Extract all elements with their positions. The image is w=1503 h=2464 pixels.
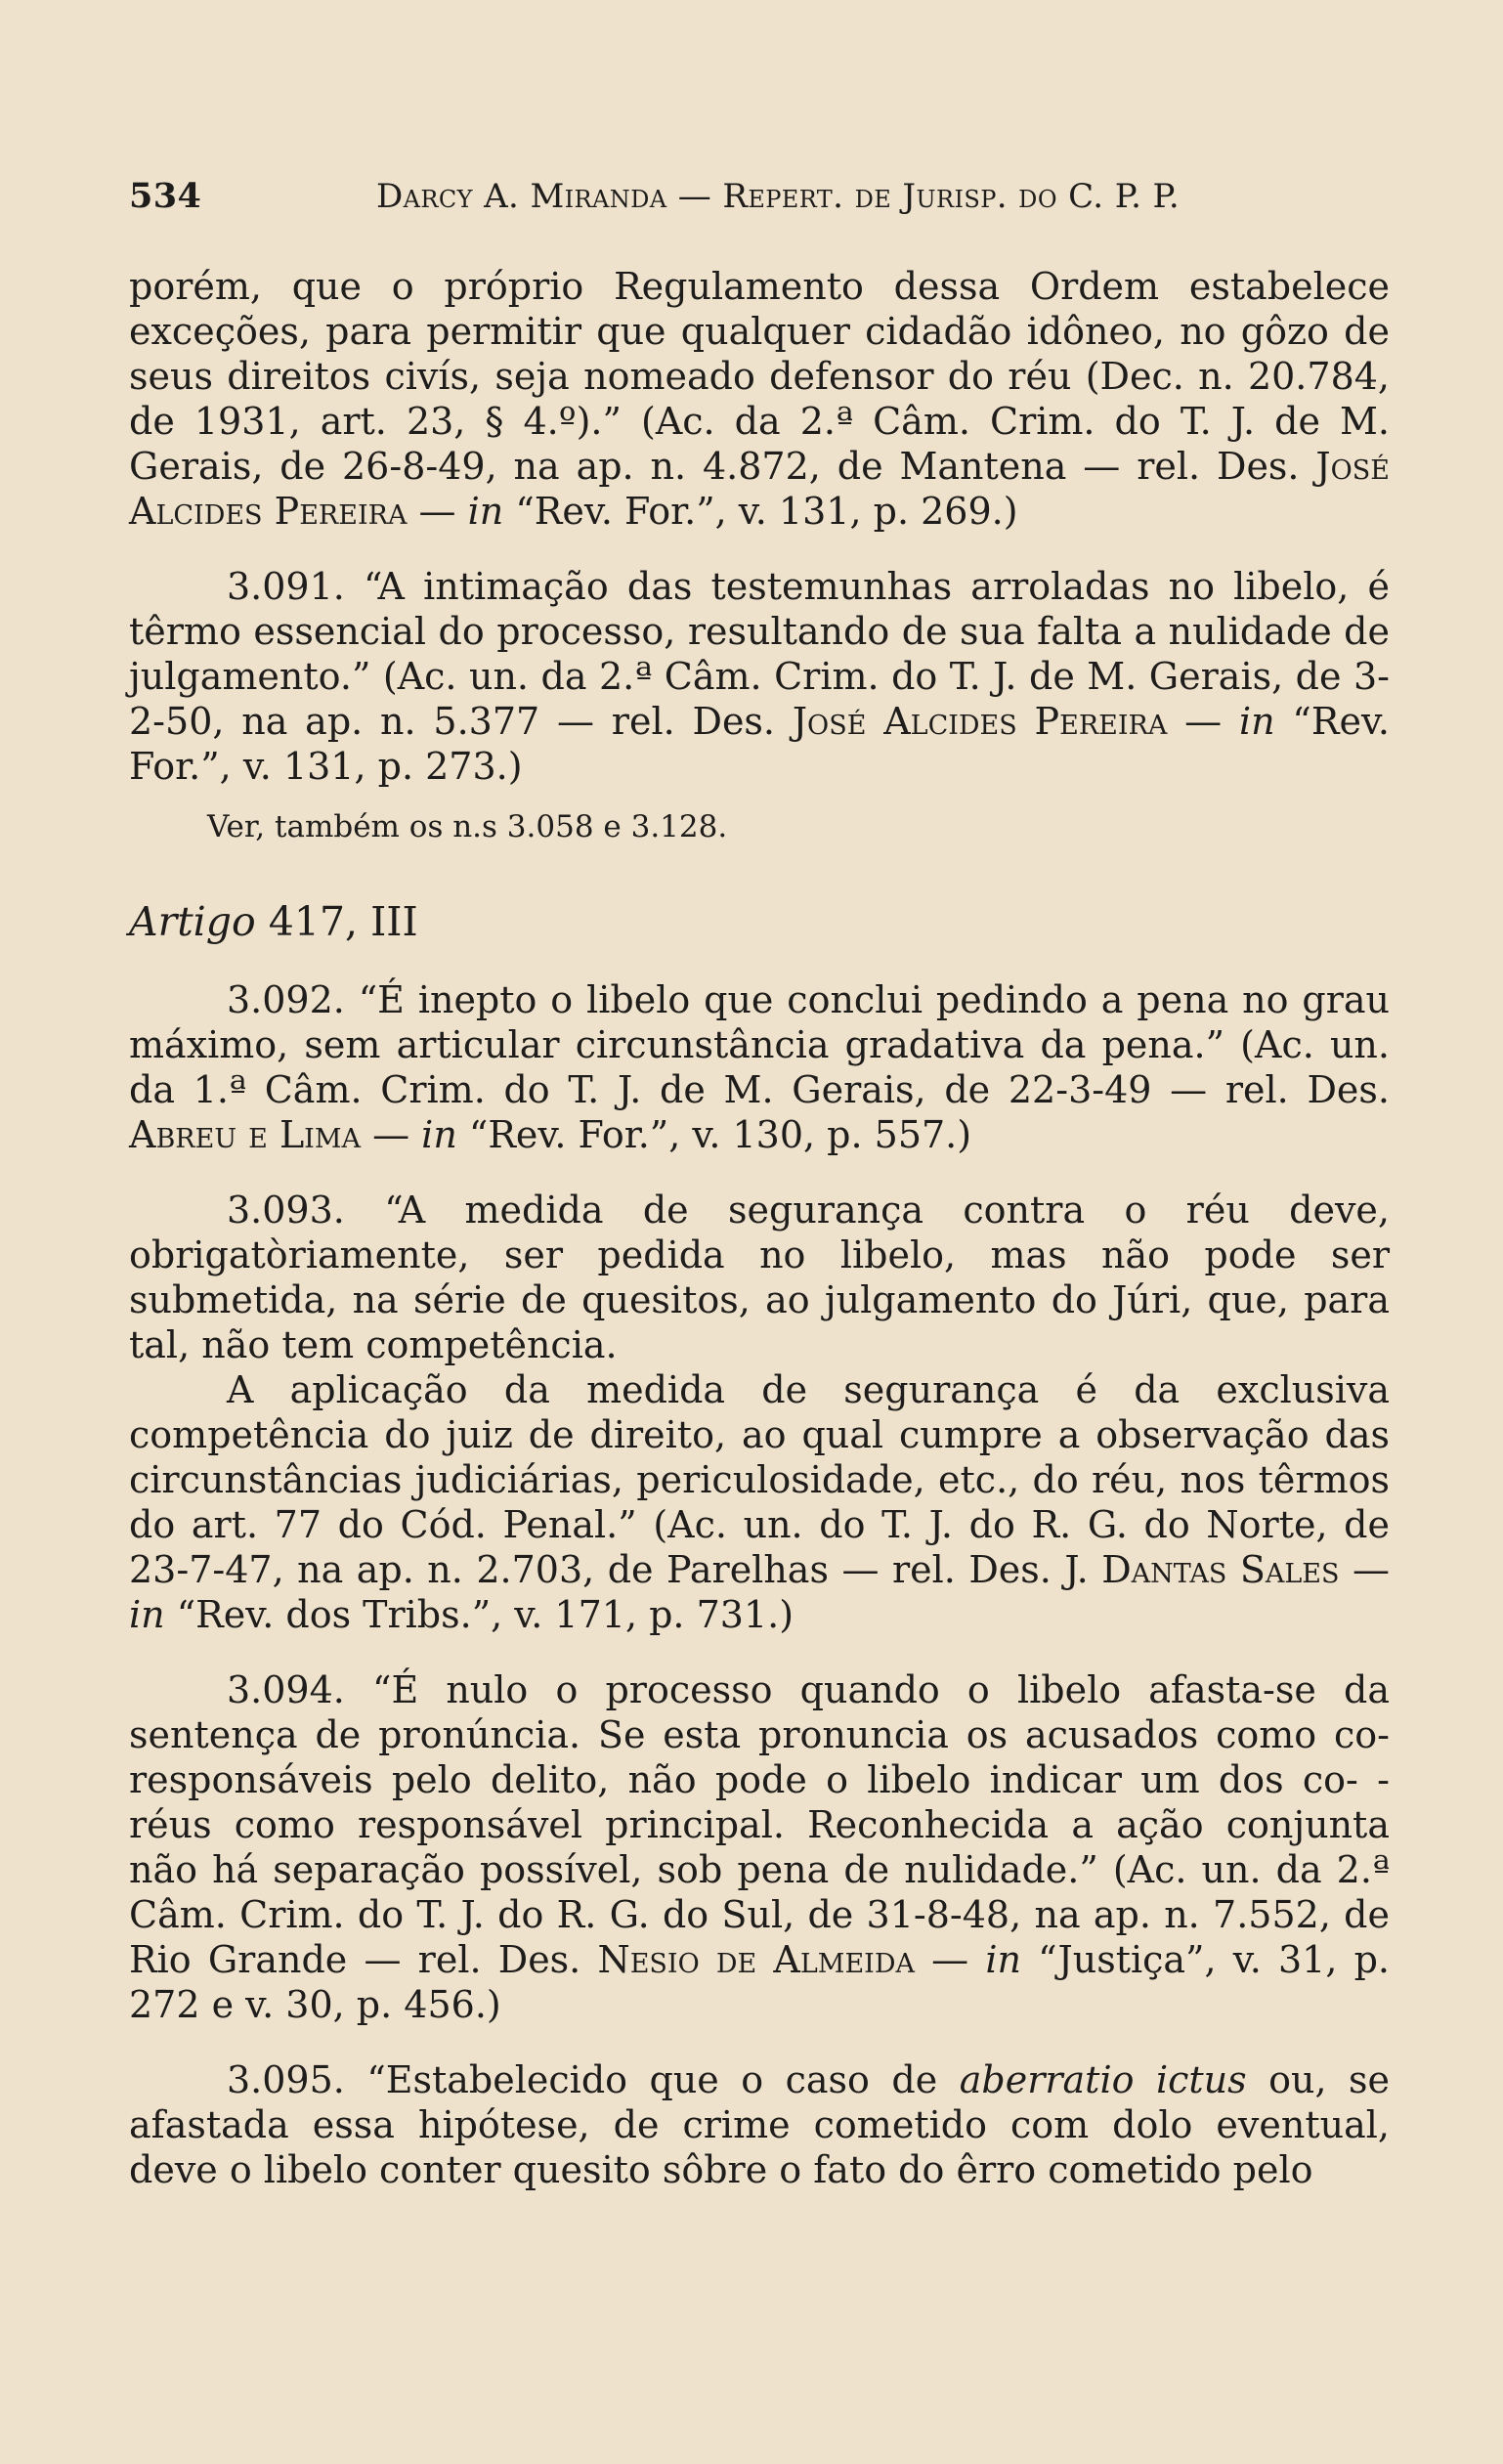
judge-name: Dantas Sales [1101, 1548, 1340, 1591]
citation-tail: “Rev. For.”, v. 131, p. 273.) [129, 700, 1390, 788]
entry-dash: — [1167, 700, 1239, 743]
entry-3093-continuation [129, 1367, 1390, 1637]
entry-3095 [129, 2057, 1390, 2192]
citation-tail: “Rev. For.”, v. 130, p. 557.) [456, 1113, 972, 1156]
entry-3092 [129, 977, 1390, 1157]
page-header [129, 172, 1390, 221]
judge-name: José Alcides Pereira [129, 445, 1390, 533]
entry-3091 [129, 564, 1390, 789]
article-number: 417, III [255, 898, 418, 945]
entry-3093 [129, 1188, 1390, 1367]
entry-text: ou, se afastada essa hipótese, de crime cometido com dolo eventual, deve o libelo conter quesito sôbre o fato do êrro cometido pelo [129, 2058, 1391, 2191]
body-text [129, 264, 1390, 2192]
entry-dash: — [914, 1938, 986, 1981]
judge-name: José Alcides Pereira [792, 700, 1168, 743]
entry-text: 3.092. “É inepto o libelo que conclui pedindo a pena no grau máximo, sem articular circunstância gradativa da pena.” (Ac. un. da 1.ª Câm. Crim. do T. J. de M. Gerais, de 22-3-49 — rel. Des. [129, 978, 1390, 1111]
in-italic: in [1238, 700, 1275, 743]
citation-tail: “Justiça”, v. 31, p. 272 e v. 30, p. 456.) [129, 1938, 1390, 2026]
in-italic: in [129, 1593, 165, 1636]
entry-text: 3.093. “A medida de segurança contra o réu deve, obrigatòriamente, ser pedida no libelo, mas não pode ser submetida, na série de quesitos, ao julgamento do Júri, que, para tal, não tem competência. [129, 1189, 1390, 1366]
judge-name: Abreu e Lima [129, 1113, 361, 1156]
article-heading [129, 896, 1390, 947]
in-italic: in [985, 1938, 1021, 1981]
entry-dash: — [1339, 1548, 1390, 1591]
entry-text: 3.095. “Estabelecido que o caso de [227, 2058, 960, 2101]
entry-text: 3.091. “A intimação das testemunhas arroladas no libelo, é têrmo essencial do processo, resultando de sua falta a nulidade de julgamento.” (Ac. un. da 2.ª Câm. Crim. do T. J. de M. Gerais, de 3-2-50, na ap. n. 5.377 — rel. Des. [129, 565, 1390, 743]
in-italic: in [421, 1113, 457, 1156]
entry-3094 [129, 1667, 1390, 2027]
see-also-note: Ver, também os n.s 3.058 e 3.128. [207, 809, 728, 844]
citation-tail: “Rev. For.”, v. 131, p. 269.) [503, 490, 1018, 533]
running-head: Darcy A. Miranda — Repert. de Jurisp. do C. P. P. [376, 177, 1181, 216]
entry-dash: — [361, 1113, 422, 1156]
article-word: Artigo [129, 898, 256, 945]
in-italic: in [467, 490, 504, 533]
entry-text: 3.094. “É nulo o processo quando o libelo afasta-se da sentença de pronúncia. Se esta pronuncia os acusados como co- responsáveis pelo delito, não pode o libelo indicar um dos co- -réus como responsável principal. Reconhecida a ação conjunta não há separação possível, sob pena de nulidade.” (Ac. un. da 2.ª Câm. Crim. do T. J. do R. G. do Sul, de 31-8-48, na ap. n. 7.552, de Rio Grande — rel. Des. [129, 1668, 1390, 1981]
judge-name: Nesio de Almeida [597, 1938, 915, 1981]
entry-text: porém, que o próprio Regulamento dessa Ordem estabelece exceções, para permitir que qualquer cidadão idôneo, no gôzo de seus direitos civís, seja nomeado defensor do réu (Dec. n. 20.784, de 1931, art. 23, § 4.º).” (Ac. da 2.ª Câm. Crim. do T. J. de M. Gerais, de 26-8-49, na ap. n. 4.872, de Mantena — rel. Des. [129, 265, 1390, 488]
continued-entry [129, 264, 1390, 534]
citation-tail: “Rev. dos Tribs.”, v. 171, p. 731.) [164, 1593, 794, 1636]
entry-text: A aplicação da medida de segurança é da exclusiva competência do juiz de direito, ao qual cumpre a observação das circunstâncias judiciárias, periculosidade, etc., do réu, nos têrmos do art. 77 do Cód. Penal.” (Ac. un. do T. J. do R. G. do Norte, de 23-7-47, na ap. n. 2.703, de Parelhas — rel. Des. J. [129, 1368, 1390, 1591]
entry-dash: — [407, 490, 468, 533]
page-number: 534 [129, 176, 202, 216]
latin-term: aberratio ictus [959, 2058, 1247, 2101]
